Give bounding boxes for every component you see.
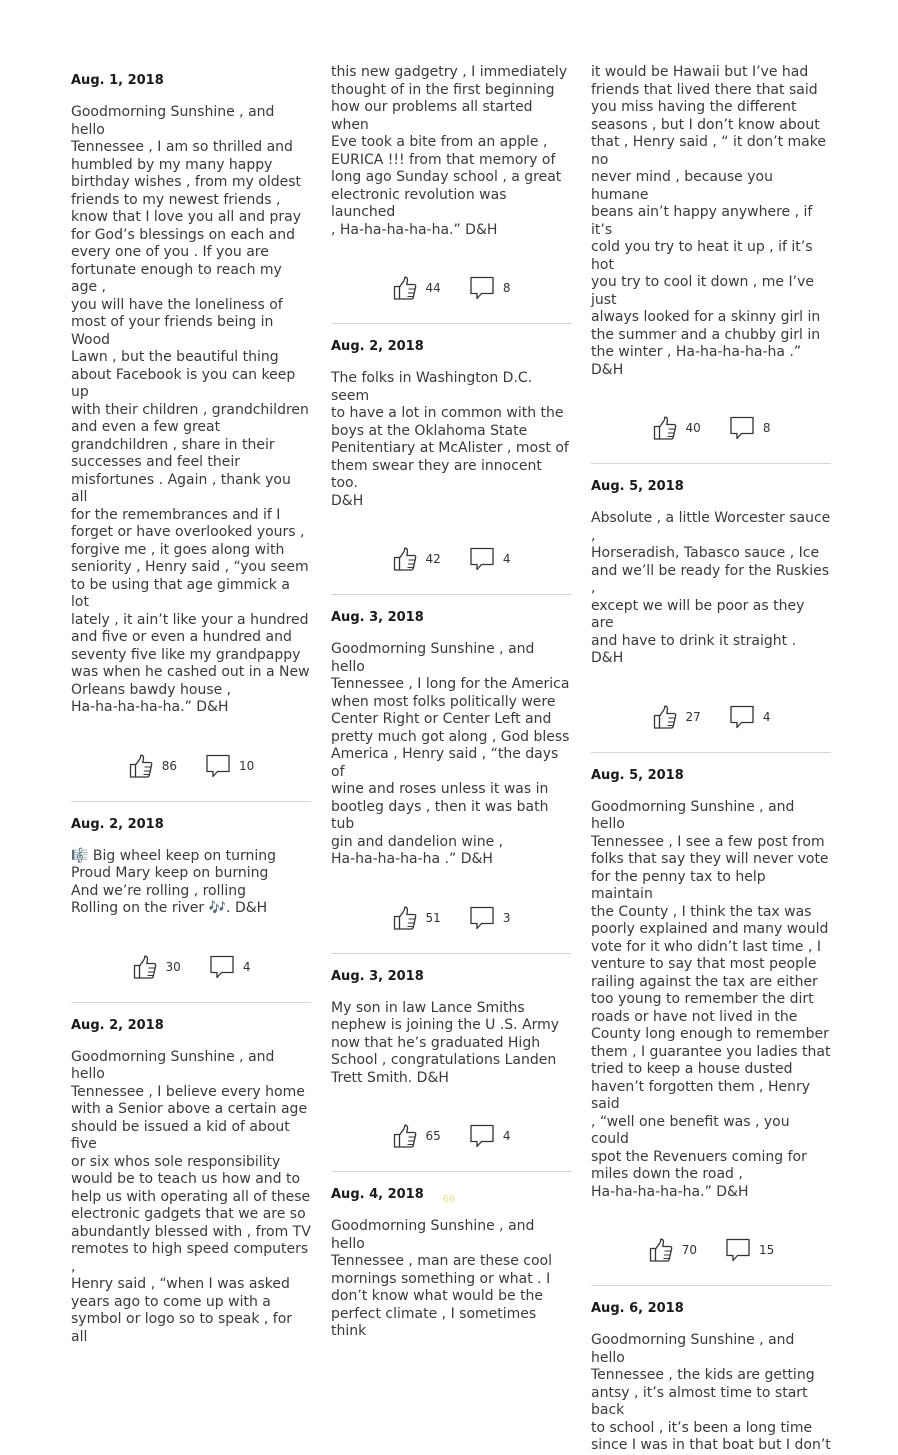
post-text: Goodmorning Sunshine , and hello Tennessee , I am so thrilled and humbled by my many happy birthday wishes , from my oldest friends to my newest friends , know that I love you all and pray for God’s blessings on each and every one of you . If you are fortunate enough to reach my age , you will have the loneliness of most of your friends being in Wood Lawn , but the beautiful thing about Facebook is you can keep up with their children , grandchildren and even a few great grandchildren , share in their successes and feel their misfortunes . Again , thank you all for the remembrances and if I forget or have overlooked yours , forgive me , it goes along with seniority , Henry said , “you seem to be using that age gimmick a lot lately , it ain’t like your a hundred and five or even a hundred and seventy five like my grandpappy was when he cashed out in a New Orleans bawdy house , Ha-ha-ha-ha-ha.” D&H	[71, 104, 310, 715]
post-date: Aug. 4, 2018	[331, 1187, 424, 1202]
comment-bubble-icon	[209, 954, 235, 980]
like-count[interactable]	[128, 753, 177, 779]
post-stats	[331, 1121, 571, 1151]
like-count[interactable]	[132, 954, 181, 980]
comment-bubble-icon	[469, 1123, 495, 1149]
comment-count[interactable]	[469, 1123, 511, 1149]
like-number: 40	[685, 421, 701, 435]
post-aug-2-b	[71, 1017, 311, 1347]
comment-count[interactable]	[729, 415, 771, 441]
post-stats	[591, 413, 831, 443]
comment-number: 8	[502, 281, 511, 295]
page-number: 66	[442, 1194, 456, 1205]
like-count[interactable]	[392, 1123, 441, 1149]
comment-bubble-icon	[729, 704, 755, 730]
comment-count[interactable]	[209, 954, 251, 980]
post-date: Aug. 5, 2018	[591, 479, 684, 494]
post-date: Aug. 3, 2018	[331, 610, 424, 625]
thumbs-up-icon	[648, 1237, 674, 1263]
thumbs-up-icon	[128, 753, 154, 779]
thumbs-up-icon	[652, 415, 678, 441]
post-text: it would be Hawaii but I’ve had friends that lived there that said you miss having the different seasons , but I don’t know about that , Henry said , “ it don’t make no never mind , because you humane beans ain’t happy anywhere , if it’s cold you try to heat it up , if it’s hot you try to cool it down , me I’ve just always looked for a skinny girl in the summer and a chubby girl in the winter , Ha-ha-ha-ha-ha .” D&H	[591, 64, 826, 378]
comment-number: 10	[239, 758, 255, 773]
post-text	[71, 848, 311, 918]
post-stats	[71, 952, 311, 982]
post-stats	[331, 273, 571, 303]
post-text-end: . D&H	[226, 900, 268, 916]
comment-bubble-icon	[469, 546, 495, 572]
like-number: 70	[681, 1243, 697, 1257]
thumbs-up-icon	[392, 1123, 418, 1149]
post-stats	[591, 1235, 831, 1265]
comment-count[interactable]	[729, 704, 771, 730]
post-aug-4-continued	[591, 64, 831, 464]
post-text: My son in law Lance Smiths nephew is joining the U .S. Army now that he’s graduated High School , congratulations Landen Trett Smith. D&H	[331, 999, 560, 1086]
post-aug-1	[71, 72, 311, 802]
column-1	[71, 64, 311, 1346]
post-stats	[591, 702, 831, 732]
post-text: this new gadgetry , I immediately thought of in the first beginning how our problems all started when Eve took a bite from an apple , EURICA !!! from that memory of long ago Sunday school , a great electronic revolution was launched , Ha-ha-ha-ha-ha.” D&H	[331, 64, 568, 238]
post-divider	[331, 953, 571, 954]
comment-count[interactable]	[469, 905, 511, 931]
post-aug-5-b	[591, 767, 831, 1287]
comment-bubble-icon	[725, 1237, 751, 1263]
like-count[interactable]	[392, 905, 441, 931]
post-date: Aug. 2, 2018	[71, 1017, 164, 1033]
comment-count[interactable]	[469, 546, 511, 572]
thumbs-up-icon	[392, 275, 418, 301]
post-text: Goodmorning Sunshine , and hello Tennessee , I see a few post from folks that say they will never vote for the penny tax to help maintain the County , I think the tax was poorly explained and many would vote for it who didn’t last time , I venture to say that most people railing against the tax are either too young to remember the dirt roads or have not lived in the County long enough to remember them , I guarantee you ladies that tried to keep a house dusted haven’t forgotten them , Henry said , “well one benefit was , you could spot the Revenuers coming for miles down the road , Ha-ha-ha-ha-ha.” D&H	[591, 798, 831, 1200]
post-divider	[591, 463, 831, 464]
comment-number: 8	[762, 421, 771, 435]
musical-notes-icon: 🎶	[208, 900, 227, 916]
like-number: 86	[161, 758, 177, 773]
like-number: 30	[165, 959, 181, 974]
post-aug-3-b	[331, 968, 571, 1173]
post-divider	[71, 801, 311, 802]
post-aug-2-a	[71, 816, 311, 1003]
post-date: Aug. 3, 2018	[331, 968, 424, 984]
comment-bubble-icon	[729, 415, 755, 441]
column-3	[591, 64, 831, 1455]
thumbs-up-icon	[392, 546, 418, 572]
like-count[interactable]	[652, 704, 701, 730]
post-divider	[331, 323, 571, 324]
post-aug-5-a	[591, 478, 831, 753]
post-text: Absolute , a little Worcester sauce , Horseradish, Tabasco sauce , Ice and we’ll be ready for the Ruskies , except we will be poor as they are and have to drink it straight . D&H	[591, 510, 831, 666]
post-aug-4	[331, 1186, 571, 1341]
post-divider	[591, 1285, 831, 1286]
like-count[interactable]	[652, 415, 701, 441]
thumbs-up-icon	[652, 704, 678, 730]
post-text: Goodmorning Sunshine , and hello Tennessee , I believe every home with a Senior above a certain age should be issued a kid of about five or six whos sole responsibility would be to teach us how and to help us with operating all of these electronic gadgets that we are so abundantly blessed with , from TV remotes to high speed computers , Henry said , “when I was asked years ago to come up with a symbol or logo so to speak , for all	[71, 1048, 311, 1345]
post-date: Aug. 5, 2018	[591, 767, 684, 783]
post-divider	[71, 1002, 311, 1003]
comment-count[interactable]	[469, 275, 511, 301]
post-text: Goodmorning Sunshine , and hello Tennessee , I long for the America when most folks politically were Center Right or Center Left and pretty much got along , God bless America , Henry said , “the days of wine and roses unless it was in bootleg days , then it was bath tub gin and dandelion wine , Ha-ha-ha-ha-ha .” D&H	[331, 641, 570, 867]
post-stats	[331, 544, 571, 574]
like-number: 51	[425, 910, 441, 925]
column-2	[331, 64, 571, 1341]
thumbs-up-icon	[392, 905, 418, 931]
comment-count[interactable]	[725, 1237, 774, 1263]
like-count[interactable]	[392, 546, 441, 572]
post-aug-2-b-continued	[331, 64, 571, 324]
musical-score-icon: 🎼	[71, 847, 89, 864]
comment-number: 4	[762, 709, 771, 724]
like-count[interactable]	[392, 275, 441, 301]
post-aug-6	[591, 1300, 831, 1455]
post-date: Aug. 1, 2018	[71, 73, 164, 88]
post-text: Goodmorning Sunshine , and hello Tennessee , the kids are getting antsy , it’s almost time to start back to school , it’s been a long time since I was in that boat but I don’t	[591, 1332, 831, 1453]
post-text: Goodmorning Sunshine , and hello Tennessee , man are these cool mornings something or what . I don’t know what would be the perfect climate , I sometimes think	[331, 1218, 552, 1339]
post-divider	[331, 1171, 571, 1172]
like-number: 65	[425, 1129, 441, 1143]
comment-bubble-icon	[205, 753, 231, 779]
comment-number: 3	[502, 910, 511, 925]
like-number: 27	[685, 709, 701, 724]
post-aug-3-a	[331, 609, 571, 954]
post-stats	[71, 751, 311, 781]
comment-number: 15	[759, 1243, 775, 1257]
post-text-main: Big wheel keep on turning Proud Mary keep on burning And we’re rolling , rolling Rolling on the river	[71, 847, 277, 916]
comment-bubble-icon	[469, 275, 495, 301]
comment-bubble-icon	[469, 905, 495, 931]
thumbs-up-icon	[132, 954, 158, 980]
comment-count[interactable]	[205, 753, 254, 779]
like-number: 44	[425, 281, 441, 295]
post-divider	[331, 594, 571, 595]
post-date: Aug. 2, 2018	[71, 816, 164, 832]
like-count[interactable]	[648, 1237, 697, 1263]
comment-number: 4	[502, 552, 511, 566]
comment-number: 4	[502, 1129, 511, 1143]
like-number: 42	[425, 552, 441, 566]
post-text: The folks in Washington D.C. seem to have a lot in common with the boys at the Oklahoma State Penitentiary at McAlister , most of them swear they are innocent too. D&H	[331, 370, 569, 509]
post-aug-2-c	[331, 338, 571, 595]
post-stats	[331, 903, 571, 933]
post-divider	[591, 752, 831, 753]
comment-number: 4	[242, 959, 251, 974]
post-date: Aug. 6, 2018	[591, 1301, 684, 1316]
post-date: Aug. 2, 2018	[331, 339, 424, 354]
